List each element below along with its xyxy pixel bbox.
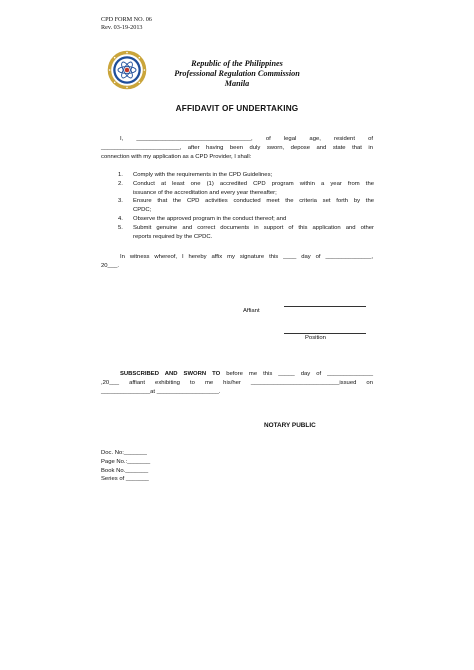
doc-no: Doc. No:_______ xyxy=(101,450,147,456)
page-no: Page No.:_______ xyxy=(101,458,151,465)
agency-line-1: Republic of the Philippines xyxy=(191,59,283,68)
jurat-line-1 xyxy=(101,370,373,379)
list-item-text: issuance of the accreditation and every year thereafter; xyxy=(133,189,277,196)
list-item xyxy=(118,197,374,215)
list-item-text: Comply with the requirements in the CPD Guidelines; xyxy=(133,172,273,178)
list-item-number: 3. xyxy=(118,198,123,205)
form-number-block xyxy=(101,16,152,31)
list-item-number: 5. xyxy=(118,224,123,231)
affiant-label: Affiant xyxy=(243,308,260,314)
book-no: Book No._______ xyxy=(101,467,149,474)
position-label: Position xyxy=(305,335,326,341)
intro-paragraph xyxy=(101,135,373,161)
list-item-text: CPDC; xyxy=(133,207,152,214)
jurat-paragraph xyxy=(101,370,373,396)
notary-public-label: NOTARY PUBLIC xyxy=(264,422,316,429)
list-item xyxy=(118,180,374,198)
agency-line-3: Manila xyxy=(224,79,250,88)
jurat-lead: SUBSCRIBED AND SWORN TO xyxy=(120,371,221,377)
affiant-signature-line xyxy=(284,306,366,307)
jurat-line-1-rest: before me this _____ day of ______________ xyxy=(226,371,373,377)
witness-paragraph xyxy=(101,253,373,271)
list-item xyxy=(118,224,374,242)
intro-line-3: connection with my application as a CPD Provider, I shall: xyxy=(101,153,252,160)
intro-line-2: ________________________, after having been duly sworn, depose and state that in xyxy=(101,144,373,151)
intro-line-1: I, ___________________________________, of legal age, resident of xyxy=(120,136,373,142)
revision-date: Rev. 03-19-2013 xyxy=(101,23,143,31)
list-item-text: Conduct at least one (1) accredited CPD program within a year from the xyxy=(133,180,374,187)
jurat-line-3: _______________at ___________________. xyxy=(101,388,221,395)
witness-line-1: In witness whereof, I hereby affix my signature this ____ day of ______________, xyxy=(120,254,373,260)
witness-line-2: 20___. xyxy=(101,262,120,269)
prc-seal-logo xyxy=(107,50,147,90)
undertakings-list xyxy=(118,171,374,241)
list-item-text: Observe the approved program in the conduct thereof; and xyxy=(133,215,287,222)
list-item-text: Submit genuine and correct documents in support of this application and other xyxy=(133,224,374,231)
form-number: CPD FORM NO. 06 xyxy=(101,16,152,23)
list-item-number: 2. xyxy=(118,180,123,187)
series-of: Series of _______ xyxy=(101,476,149,483)
jurat-line-2: ,20___ affiant exhibiting to me his/her ___________________________issued on xyxy=(101,379,373,386)
list-item-text: reports required by the CPDC. xyxy=(133,233,213,240)
agency-header xyxy=(150,59,324,89)
list-item-number: 4. xyxy=(118,215,123,222)
list-item xyxy=(118,171,374,180)
list-item-number: 1. xyxy=(118,172,123,178)
list-item-text: Ensure that the CPD activities conducted meet the criteria set forth by the xyxy=(133,198,374,205)
agency-line-2: Professional Regulation Commission xyxy=(174,69,300,78)
list-item xyxy=(118,215,374,224)
notarial-register xyxy=(101,449,150,484)
document-title: AFFIDAVIT OF UNDERTAKING xyxy=(175,104,299,113)
